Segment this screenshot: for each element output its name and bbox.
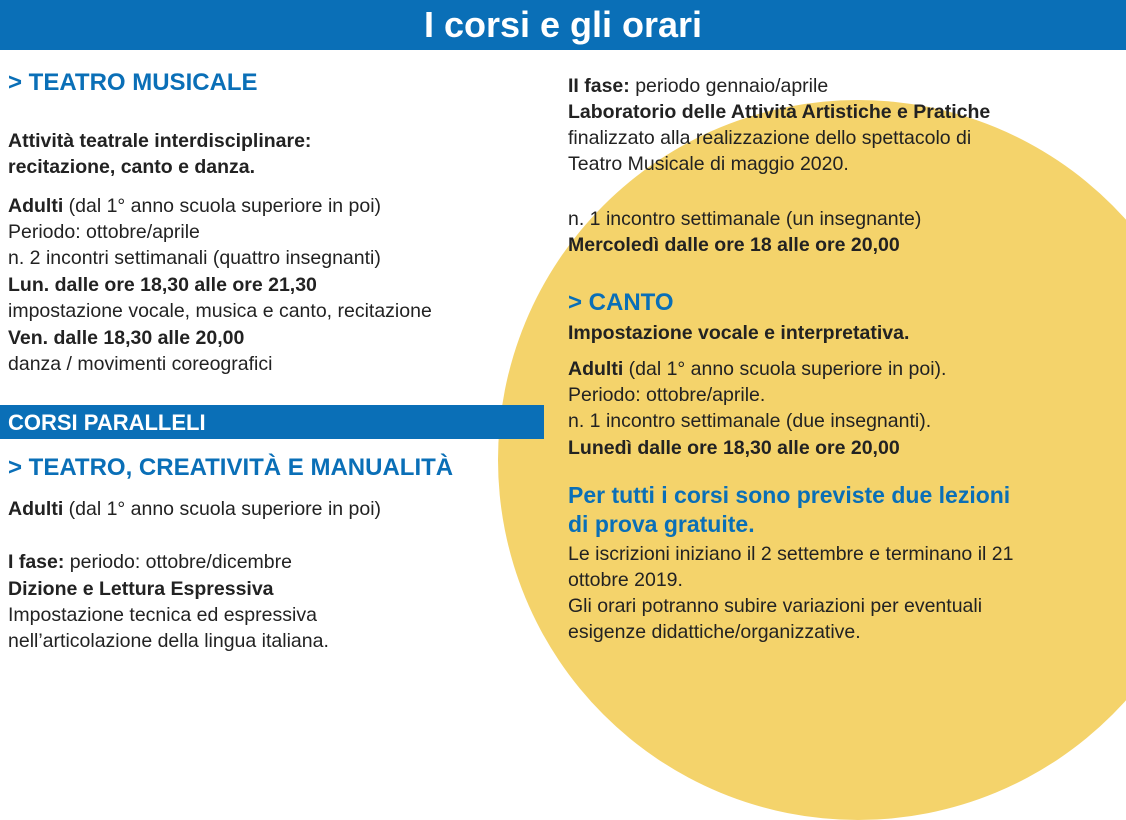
canto-heading: > CANTO [568, 289, 674, 316]
teatro-musicale-subtitle-2: recitazione, canto e danza. [8, 156, 256, 178]
promo-line-1: Per tutti i corsi sono previste due lezioni [568, 482, 1011, 508]
phase2-schedule: Mercoledì dalle ore 18 alle ore 20,00 [568, 234, 900, 256]
corsi-paralleli-bar [0, 405, 544, 439]
teatro-creativita-audience [8, 496, 381, 522]
phase1-title: Dizione e Lettura Espressiva [8, 578, 274, 600]
teatro-musicale-meetings: n. 2 incontri settimanali (quattro insegnanti) [8, 247, 381, 269]
teatro-musicale-desc-1: impostazione vocale, musica e canto, recitazione [8, 300, 432, 322]
page-title-bar [0, 0, 1126, 50]
promo-line-2: di prova gratuite. [568, 511, 755, 537]
teatro-musicale-subtitle-1: Attività teatrale interdisciplinare: [8, 130, 312, 152]
teatro-musicale-schedule-2: Ven. dalle 18,30 alle 20,00 [8, 327, 245, 349]
phase1-period-text: periodo: ottobre/dicembre [64, 551, 292, 573]
audience-detail: (dal 1° anno scuola superiore in poi) [63, 195, 382, 217]
phase2-desc-2: Teatro Musicale di maggio 2020. [568, 153, 849, 175]
teatro-musicale-schedule-1: Lun. dalle ore 18,30 alle ore 21,30 [8, 274, 317, 296]
page-title: I corsi e gli orari [423, 4, 703, 45]
teatro-creativita-heading: > TEATRO, CREATIVITÀ E MANUALITÀ [8, 454, 454, 481]
audience-label: Adulti [568, 358, 624, 380]
audience-label: Adulti [8, 195, 64, 217]
phase2-period [568, 73, 828, 99]
phase1-period [8, 549, 292, 575]
teatro-musicale-desc-2: danza / movimenti coreografici [8, 353, 273, 375]
audience-label: Adulti [8, 498, 64, 520]
canto-schedule: Lunedì dalle ore 18,30 alle ore 20,00 [568, 437, 900, 459]
phase2-meetings: n. 1 incontro settimanale (un insegnante) [568, 208, 922, 230]
audience-detail: (dal 1° anno scuola superiore in poi) [63, 498, 382, 520]
phase1-desc-2: nell’articolazione della lingua italiana. [8, 630, 329, 652]
canto-period: Periodo: ottobre/aprile. [568, 384, 766, 406]
canto-subtitle: Impostazione vocale e interpretativa. [568, 322, 910, 344]
audience-detail: (dal 1° anno scuola superiore in poi). [623, 358, 947, 380]
phase2-title: Laboratorio delle Attività Artistiche e Pratiche [568, 101, 991, 123]
info-line-3: Gli orari potranno subire variazioni per eventuali [568, 595, 983, 617]
teatro-musicale-period: Periodo: ottobre/aprile [8, 221, 200, 243]
info-line-4: esigenze didattiche/organizzative. [568, 621, 861, 643]
info-line-1: Le iscrizioni iniziano il 2 settembre e terminano il 21 [568, 543, 1014, 565]
phase1-desc-1: Impostazione tecnica ed espressiva [8, 604, 317, 626]
corsi-paralleli-label: CORSI PARALLELI [8, 410, 206, 435]
canto-audience [568, 356, 946, 382]
phase2-label: II fase: [568, 75, 630, 97]
info-line-2: ottobre 2019. [568, 569, 683, 591]
phase2-desc-1: finalizzato alla realizzazione dello spettacolo di [568, 127, 972, 149]
teatro-musicale-audience [8, 193, 381, 219]
canto-meetings: n. 1 incontro settimanale (due insegnanti). [568, 410, 932, 432]
phase1-label: I fase: [8, 551, 65, 573]
teatro-musicale-heading: > TEATRO MUSICALE [8, 69, 258, 96]
phase2-period-text: periodo gennaio/aprile [629, 75, 829, 97]
